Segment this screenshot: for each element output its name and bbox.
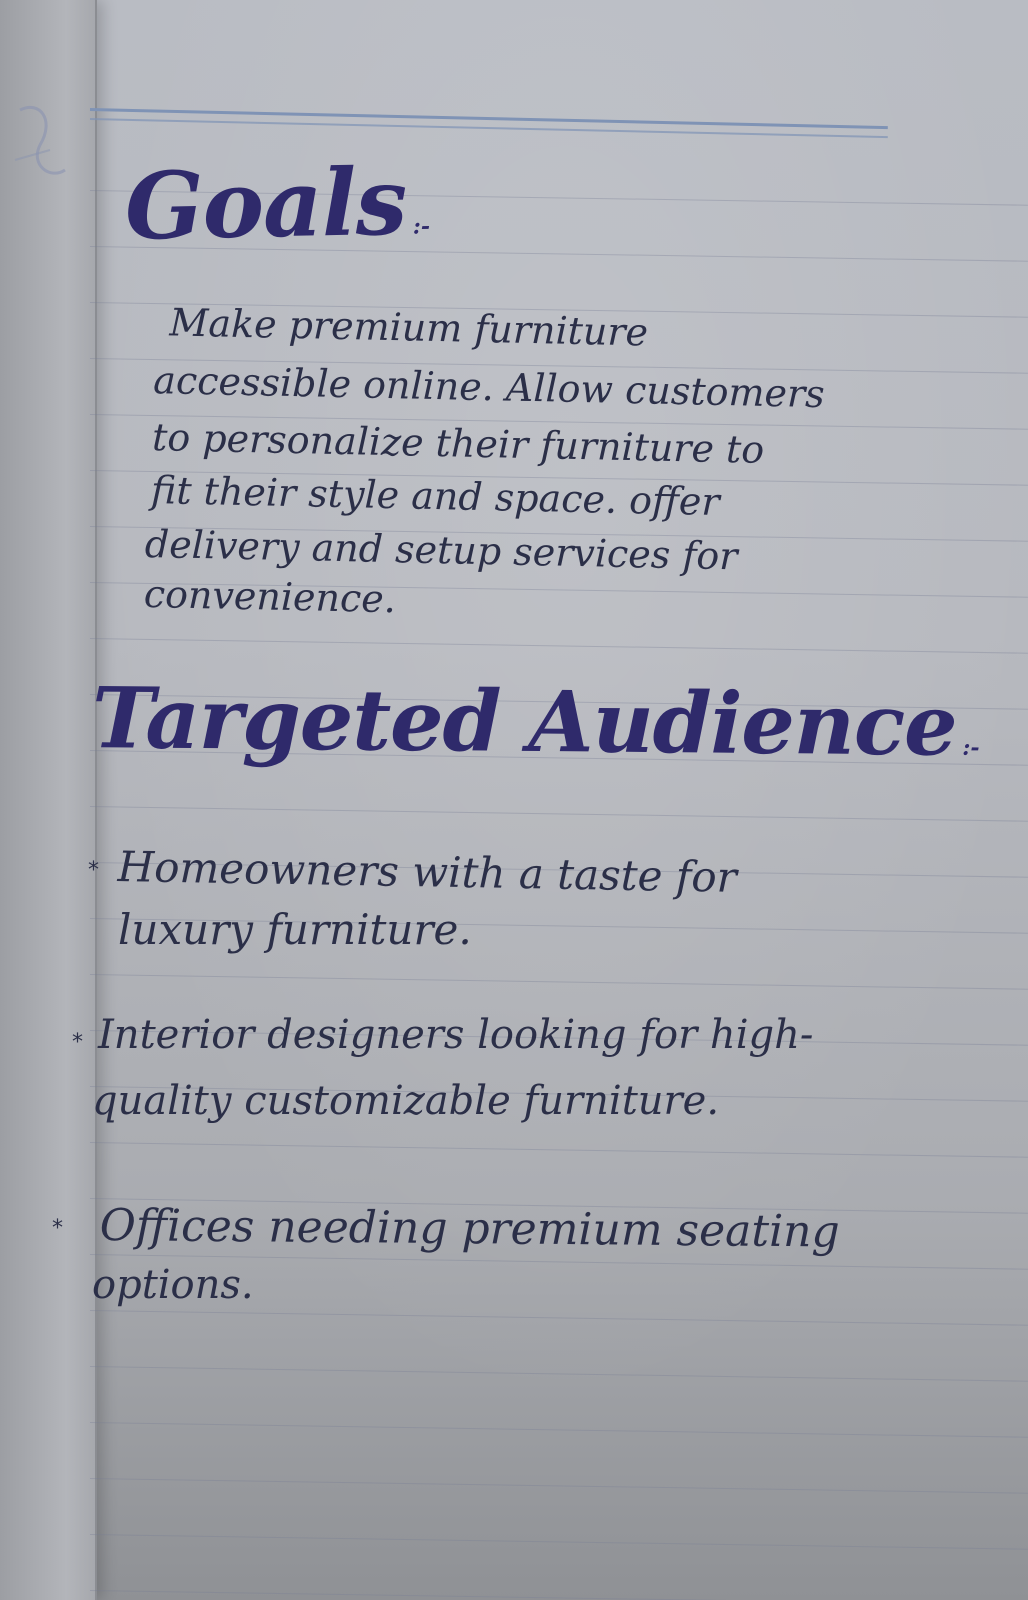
star-icon: * — [72, 1030, 83, 1055]
bullet-line: Interior designers looking for high- — [98, 1012, 814, 1058]
audience-heading-suffix: :- — [962, 734, 980, 761]
bullet-line: options. — [92, 1262, 254, 1308]
audience-heading-text: Targeted Audience — [91, 668, 957, 775]
star-icon: * — [52, 1216, 63, 1241]
goals-line: Make premium furniture — [169, 300, 649, 355]
bullet-line: Offices needing premium seating — [99, 1200, 840, 1258]
star-icon: * — [88, 858, 99, 883]
goals-line: delivery and setup services for — [144, 521, 738, 579]
goals-line: convenience. — [143, 571, 397, 622]
goals-line: to personalize their furniture to — [151, 415, 765, 472]
goals-line: accessible online. Allow customers — [152, 358, 826, 417]
bullet-line: Homeowners with a taste for — [117, 842, 738, 902]
bullet-line: luxury furniture. — [118, 905, 472, 954]
bullet-line: quality customizable furniture. — [92, 1078, 720, 1124]
goals-line: fit their style and space. offer — [150, 468, 721, 524]
goals-heading-suffix: :- — [412, 213, 431, 240]
goals-heading-text: Goals — [124, 147, 408, 261]
